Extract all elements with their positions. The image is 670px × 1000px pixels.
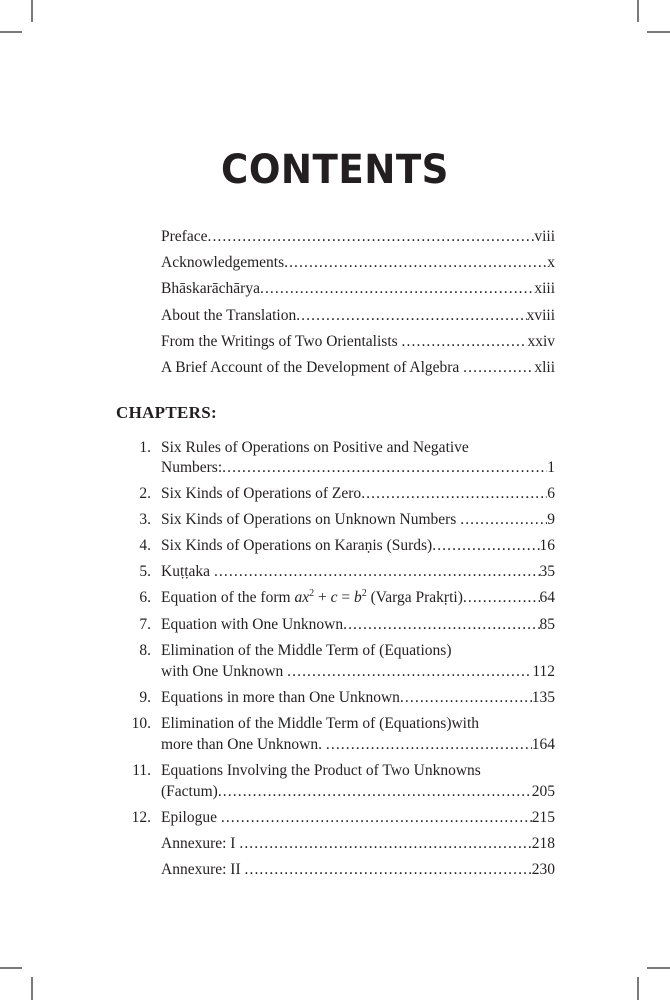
entry-label: Epilogue	[161, 809, 221, 826]
crop-mark-top-left-horizontal	[0, 31, 22, 33]
entry-label: Bhāskarāchārya	[161, 280, 260, 297]
chapter-title-line1: Six Rules of Operations on Positive and Negative	[161, 439, 469, 456]
entry-page: x	[547, 254, 555, 271]
entry-page: xxiv	[527, 333, 555, 350]
toc-entry-chapter-1[interactable]	[161, 457, 555, 479]
entry-page: 64	[539, 589, 555, 606]
entry-page: xlii	[534, 359, 555, 376]
entry-label: Numbers:	[161, 459, 223, 476]
entry-page: xiii	[534, 280, 555, 297]
toc-entry-chapter-2[interactable]	[161, 483, 555, 505]
toc-entry-chapter-3[interactable]	[161, 509, 555, 531]
toc-entry-chapter-12[interactable]	[161, 807, 555, 829]
chapter-number: 3.	[139, 511, 151, 528]
leader-dots	[214, 561, 540, 583]
chapter-number: 8.	[139, 642, 151, 659]
toc-entry-chapter-9[interactable]	[161, 687, 555, 709]
leader-dots	[207, 226, 534, 248]
entry-label: From the Writings of Two Orientalists	[161, 333, 402, 350]
leader-dots	[221, 807, 532, 829]
crop-mark-top-right-vertical	[637, 0, 639, 22]
entry-page: 6	[547, 485, 555, 502]
chapter-number: 4.	[139, 537, 151, 554]
entry-label: Annexure: II	[161, 861, 245, 878]
entry-label: Six Kinds of Operations on Karaṇis (Surds)	[161, 537, 433, 554]
toc-entry-chapter-4[interactable]	[161, 535, 555, 557]
toc-entry-chapter-7[interactable]	[161, 614, 555, 636]
leader-dots	[361, 483, 547, 505]
toc-entry-brief-account[interactable]	[161, 357, 555, 379]
entry-page: 230	[531, 861, 555, 878]
chapter-number: 5.	[139, 563, 151, 580]
page-title: CONTENTS	[221, 147, 449, 193]
entry-page: 205	[531, 783, 555, 800]
toc-entry-chapter-10[interactable]	[161, 734, 555, 756]
leader-dots	[326, 734, 532, 756]
entry-page: 16	[539, 537, 555, 554]
leader-dots	[239, 833, 531, 855]
entry-label: Six Kinds of Operations on Unknown Numbers	[161, 511, 461, 528]
toc-entry-acknowledgements[interactable]	[161, 252, 555, 274]
entry-page: 1	[547, 459, 555, 476]
math-var-ax: ax	[294, 589, 310, 606]
entry-page: viii	[534, 228, 555, 245]
leader-dots	[460, 509, 547, 531]
leader-dots	[260, 278, 534, 300]
chapter-number: 1.	[139, 439, 151, 456]
label-text: Equation of the form	[161, 589, 295, 606]
toc-entry-chapter-8[interactable]	[161, 661, 555, 683]
chapter-number: 9.	[139, 689, 151, 706]
entry-page: 85	[539, 616, 555, 633]
crop-mark-bottom-right-horizontal	[647, 967, 670, 969]
chapter-number: 12.	[131, 809, 151, 826]
chapter-number: 7.	[139, 616, 151, 633]
leader-dots	[343, 614, 539, 636]
chapter-number: 6.	[139, 589, 151, 606]
leader-dots	[284, 252, 547, 274]
entry-page: 164	[531, 736, 555, 753]
leader-dots	[222, 457, 547, 479]
chapter-number: 11.	[132, 762, 151, 779]
toc-entry-about-translation[interactable]	[161, 305, 555, 327]
leader-dots	[400, 687, 532, 709]
chapter-title-line1: Elimination of the Middle Term of (Equations)	[161, 642, 452, 659]
leader-dots	[218, 781, 532, 803]
chapter-number: 2.	[139, 485, 151, 502]
chapter-title-line1: Equations Involving the Product of Two Unknowns	[161, 762, 481, 779]
toc-entry-chapter-11[interactable]	[161, 781, 555, 803]
entry-label: Kuṭṭaka	[161, 563, 214, 580]
chapter-title-line1: Elimination of the Middle Term of (Equations)with	[161, 715, 480, 732]
entry-page: 112	[532, 663, 555, 680]
leader-dots	[287, 661, 532, 683]
toc-entry-orientalists[interactable]	[161, 331, 555, 353]
math-operator: =	[337, 589, 354, 606]
entry-label: Annexure: I	[161, 835, 240, 852]
math-exponent: 2	[309, 588, 315, 599]
entry-label: Equations in more than One Unknown	[161, 689, 400, 706]
entry-label: Equation with One Unknown	[161, 616, 344, 633]
math-operator: +	[314, 589, 331, 606]
entry-page: xviii	[526, 307, 555, 324]
math-exponent: 2	[361, 588, 367, 599]
entry-label: Preface	[161, 228, 208, 245]
entry-label: Six Kinds of Operations of Zero	[161, 485, 362, 502]
entry-label: (Factum)	[161, 783, 218, 800]
chapter-number: 10.	[131, 715, 151, 732]
chapters-heading: CHAPTERS:	[116, 403, 217, 422]
entry-label: with One Unknown	[161, 663, 288, 680]
label-text: (Varga Prakṛti)	[366, 589, 463, 606]
entry-label: About the Translation	[161, 307, 297, 324]
entry-label: Acknowledgements	[161, 254, 285, 271]
toc-entry-preface[interactable]	[161, 226, 555, 248]
toc-entry-chapter-6[interactable]	[161, 587, 555, 609]
leader-dots	[463, 357, 534, 379]
toc-entry-chapter-5[interactable]	[161, 561, 555, 583]
crop-mark-bottom-right-vertical	[637, 977, 639, 1000]
math-var-c: c	[330, 589, 338, 606]
toc-entry-bhaskaracharya[interactable]	[161, 278, 555, 300]
entry-page: 35	[539, 563, 555, 580]
entry-page: 218	[531, 835, 555, 852]
entry-label: A Brief Account of the Development of Algebra	[161, 359, 464, 376]
entry-label	[161, 587, 463, 609]
math-var-b: b	[353, 589, 362, 606]
leader-dots	[432, 535, 539, 557]
entry-page: 215	[531, 809, 555, 826]
leader-dots	[245, 859, 532, 881]
crop-mark-top-left-vertical	[31, 0, 33, 22]
entry-page: 135	[531, 689, 555, 706]
toc-entry-annexure-2[interactable]	[161, 859, 555, 881]
entry-page: 9	[547, 511, 555, 528]
leader-dots	[296, 305, 526, 327]
leader-dots	[463, 587, 540, 609]
toc-entry-annexure-1[interactable]	[161, 833, 555, 855]
crop-mark-top-right-horizontal	[647, 31, 670, 33]
entry-label: more than One Unknown.	[161, 736, 326, 753]
crop-mark-bottom-left-horizontal	[0, 967, 22, 969]
crop-mark-bottom-left-vertical	[31, 977, 33, 1000]
leader-dots	[402, 331, 528, 353]
